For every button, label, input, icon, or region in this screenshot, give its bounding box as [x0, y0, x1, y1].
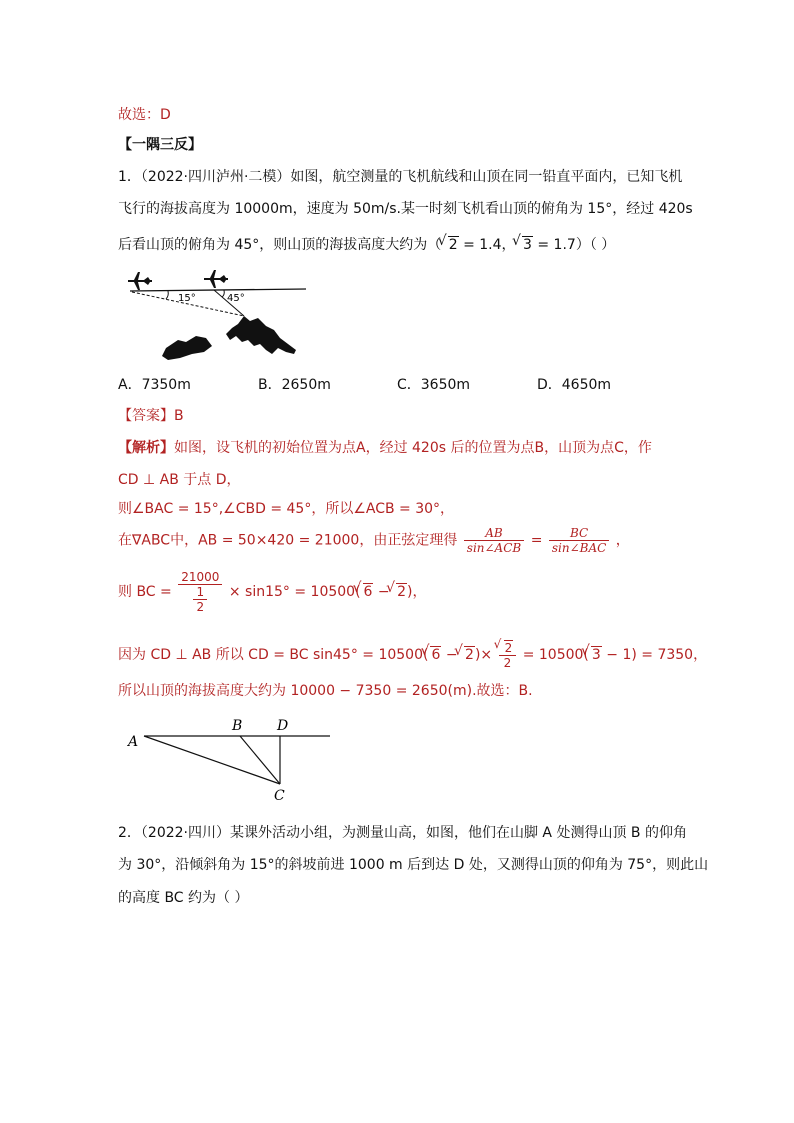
q1-text-line3: [118, 234, 615, 254]
airplane-icon-1: [128, 272, 152, 290]
q1-text-line1: 1．（2022·四川泸州·二模）如图，航空测量的飞机航线和山顶在同一铅直平面内，已知飞机: [118, 169, 683, 185]
exp5-text: 则 BC =: [118, 584, 172, 600]
sqrt3: √ 3: [522, 236, 533, 253]
angle-arc-15: [166, 291, 168, 299]
sqrt6: √ 6: [363, 583, 374, 600]
triangle-figure: [126, 714, 336, 804]
option-d: D．4650m: [537, 377, 612, 393]
q2-text-line3: 的高度 BC 约为（ ）: [118, 890, 249, 906]
q2-text-line1: 2．（2022·四川）某课外活动小组，为测量山高，如图，他们在山脚 A 处测得山顶 B 的仰角: [118, 825, 687, 841]
point-label-b: B: [232, 718, 243, 734]
q1-line3-c: = 1.7）（ ）: [537, 237, 616, 253]
exp5-text-b: × sin15° = 10500(: [228, 584, 361, 600]
flight-line: [130, 289, 306, 291]
q2-text-line2: 为 30°，沿倾斜角为 15°的斜坡前进 1000 m 后到达 D 处，又测得山顶的仰角为 75°，则此山: [118, 857, 709, 873]
q1-line3-a: 后看山顶的俯角为 45°，则山顶的海拔高度大约为（: [118, 237, 442, 253]
explanation-line3: 则∠BAC = 15°,∠CBD = 45°，所以∠ACB = 30°，: [118, 501, 455, 517]
option-b: B．2650m: [258, 377, 331, 393]
equals-sign: =: [530, 532, 543, 549]
point-label-a: A: [128, 734, 139, 750]
explanation-line2: CD ⊥ AB 于点 D，: [118, 472, 241, 488]
explanation-text1: 如图，设飞机的初始位置为点A，经过 420s 后的位置为点B，山顶为点C，作: [174, 440, 652, 456]
option-c: C．3650m: [397, 377, 471, 393]
explanation-line7: 所以山顶的海拔高度大约为 10000 − 7350 = 2650(m).故选：B.: [118, 683, 533, 699]
fraction-bc-sin-bac: $\frac{BC}{\text{sin∠BAC}}$: [549, 526, 609, 555]
section-title: 【一隅三反】: [118, 137, 202, 153]
airplane-icon-2: [204, 270, 228, 288]
exp6-text: 因为 CD ⊥ AB 所以 CD = BC sin45° = 10500(: [118, 647, 429, 663]
explanation-line4: [118, 526, 630, 555]
option-a: A．7350m: [118, 377, 191, 393]
explanation-line5: 则 BC = $\frac{21000}{\frac{1}{2}}$ × sin15° = 10500(√ 6 − √ 2)，: [118, 570, 427, 614]
airplane-mountain-figure: [126, 266, 308, 364]
fraction-sqrt2-over-2: √ $\frac{2}{2}$: [499, 640, 517, 670]
explanation-label: 【解析】: [118, 440, 174, 456]
exp4-text: 在∇ABC中，AB = 50×420 = 21000，由正弦定理得: [118, 532, 458, 549]
q1-line3-b: = 1.4，: [463, 237, 516, 253]
angle-label-45: 45°: [227, 293, 245, 304]
point-label-c: C: [274, 788, 285, 804]
answer-label: 【答案】B: [118, 408, 184, 424]
answer-line: 故选：D: [118, 107, 171, 123]
point-label-d: D: [277, 718, 289, 734]
explanation-line6: 因为 CD ⊥ AB 所以 CD = BC sin45° = 10500(√ 6 − √ 2)× √ $\frac{2}{2}$ = 10500(√ 3 − 1) = 7350，: [118, 640, 707, 670]
angle-label-15: 15°: [178, 293, 196, 304]
angle-arc-45: [222, 290, 224, 297]
sqrt2: √ 2: [448, 236, 459, 253]
fraction-21000-over-half: $\frac{21000}{\frac{1}{2}}$: [178, 570, 222, 614]
sqrt2-b: √ 2: [396, 583, 407, 600]
fraction-ab-sin-acb: $\frac{AB}{\text{sin∠ACB}}$: [464, 526, 524, 555]
exp4-end: ，: [615, 532, 630, 549]
mountain-shape: [162, 316, 296, 360]
explanation-line1: [118, 437, 652, 457]
q1-text-line2: 飞行的海拔高度为 10000m，速度为 50m/s.某一时刻飞机看山顶的俯角为 15°，经过 420s: [118, 201, 693, 217]
